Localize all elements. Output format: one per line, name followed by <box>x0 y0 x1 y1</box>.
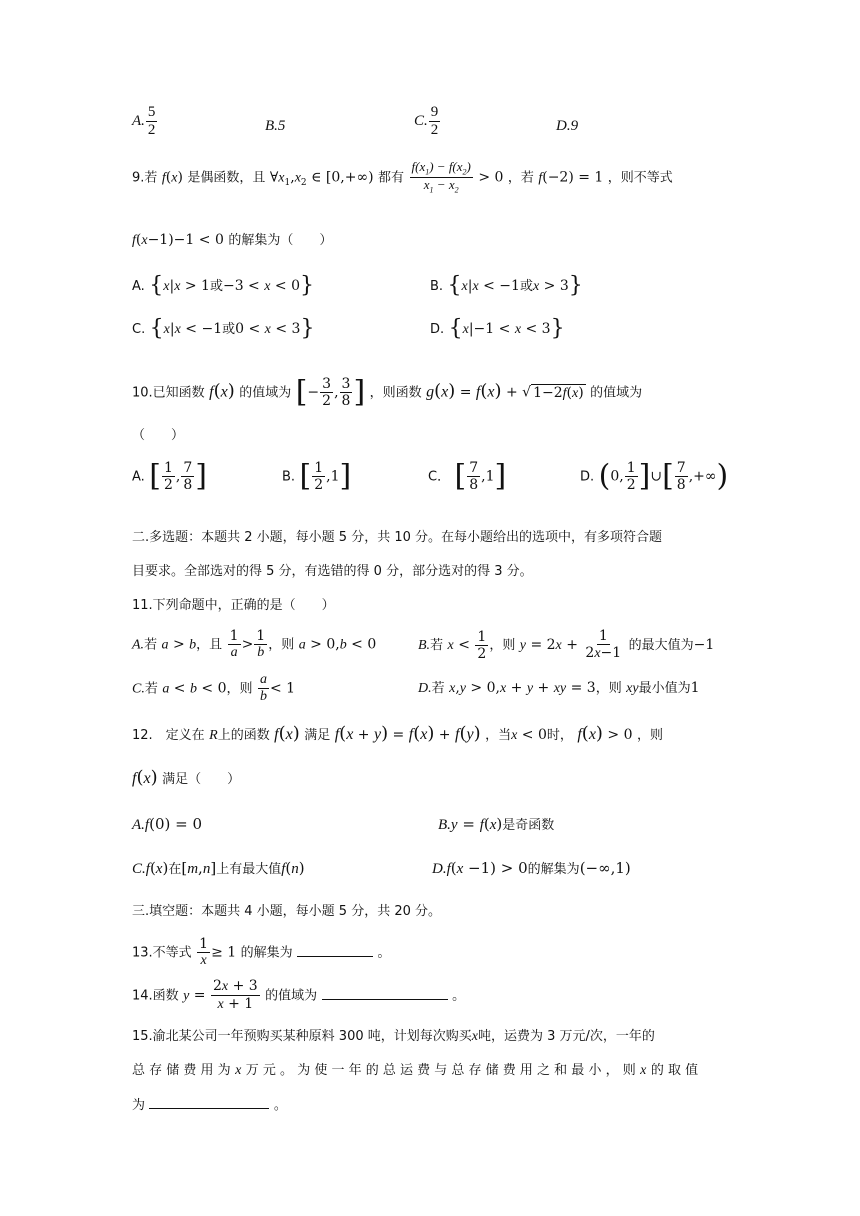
q10-option-d: D. (0, $\frac{1}{2}$ ]∪[ $\frac{7}{8}$ ,+∞) <box>580 458 729 494</box>
q9-stem: 9.若 f(x) 是偶函数，且 $\forall x_1,x_2$ ∈ [0,+∞) 都有 $\frac{f(x_1) - f(x_2)}{x_1 - x_2}$ > 0 ，若 f(−2) = 1 ，则不等式 <box>132 159 673 195</box>
q13-answer-blank[interactable] <box>297 942 373 957</box>
q10-option-a: A. [ $\frac{1}{2}$ , $\frac{7}{8}$ ] <box>132 458 207 494</box>
q9-option-c: C. {x|x < −1或0 < x < 3} <box>132 316 315 341</box>
q8-option-c: C. $\frac{9}{2}$ <box>414 104 439 139</box>
q11-option-b: B.若 x < $\frac{1}{2}$ ，则 y = 2x + $\frac{1}{2x-1}$ 的最大值为−1 <box>418 628 715 662</box>
q10-option-b: B. [ $\frac{1}{2}$ ,1] <box>282 458 352 494</box>
q8-option-a: A. $\frac{5}{2}$ <box>132 104 156 139</box>
q13-stem: 13.不等式 $\frac{1}{x}$ ≥ 1 的解集为 。 <box>132 936 391 969</box>
q11-option-d: D.若 x,y > 0,x + y + xy = 3，则 xy最小值为1 <box>418 680 700 696</box>
q12-option-c: C.f(x)在[m,n]上有最大值f(n) <box>132 859 305 877</box>
q9-option-a: A. {x|x > 1或−3 < x < 0} <box>132 273 315 298</box>
q10-paren: （ ） <box>132 428 185 443</box>
q11-stem: 11.下列命题中，正确的是（ ） <box>132 598 335 613</box>
q12-stem-cont: f(x) 满足（ ） <box>132 767 241 788</box>
q8-option-d: D.9 <box>556 118 579 134</box>
q11-option-c: C.若 a < b < 0，则 $\frac{a}{b}$ < 1 <box>132 672 296 705</box>
q15-line1: 15.渝北某公司一年预购买某种原料 300 吨，计划每次购买x吨，运费为 3 万元/次，一年的 <box>132 1029 655 1044</box>
q10-options <box>0 460 860 510</box>
q12-option-a: A.f(0) = 0 <box>132 815 202 833</box>
q12-option-d: D.f(x −1) > 0的解集为(−∞,1) <box>432 859 631 877</box>
section3-heading: 三.填空题：本题共 4 小题，每小题 5 分，共 20 分。 <box>132 904 442 919</box>
q10-stem: 10.已知函数 f(x) 的值域为 [− $\frac{3}{2}$ , $\frac{3}{8}$ ] ，则函数 g(x) = f(x) + √ 1−2f(x) 的值域为 <box>132 374 643 410</box>
q10-option-c: C． [ $\frac{7}{8}$ ,1] <box>428 458 507 494</box>
q14-answer-blank[interactable] <box>322 985 448 1000</box>
q8-option-b: B.5 <box>265 118 286 134</box>
q12-stem: 12. 定义在 R上的函数 f(x) 满足 f(x + y) = f(x) + f(y) ，当x < 0时， f(x) > 0 ，则 <box>132 723 663 744</box>
section2-heading-line1: 二.多选题：本题共 2 小题，每小题 5 分，共 10 分。在每小题给出的选项中，有多项符合题 <box>132 530 663 545</box>
section2-heading-line2: 目要求。全部选对的得 5 分，有选错的得 0 分，部分选对的得 3 分。 <box>132 564 533 579</box>
q12-option-b: B.y = f(x)是奇函数 <box>438 815 555 833</box>
q15-answer-blank[interactable] <box>149 1094 269 1109</box>
q15-line2: 总 存 储 费 用 为 x 万 元 。 为 使 一 年 的 总 运 费 与 总 存 储 费 用 之 和 最 小 ， 则 x 的 取 值 <box>132 1063 699 1078</box>
q9-stem-cont: f(x−1)−1 < 0 的解集为（ ） <box>132 232 333 248</box>
q9-option-b: B. {x|x < −1或x > 3} <box>430 273 583 298</box>
q14-stem: 14.函数 y = $\frac{2x + 3}{x + 1}$ 的值域为 。 <box>132 978 466 1013</box>
q15-line3: 为 。 <box>132 1094 287 1116</box>
q11-option-a: A.若 a > b，且 $\frac{1}{a}$ > $\frac{1}{b}$ ，则 a > 0,b < 0 <box>132 628 377 661</box>
q9-option-d: D. {x|−1 < x < 3} <box>430 316 565 341</box>
